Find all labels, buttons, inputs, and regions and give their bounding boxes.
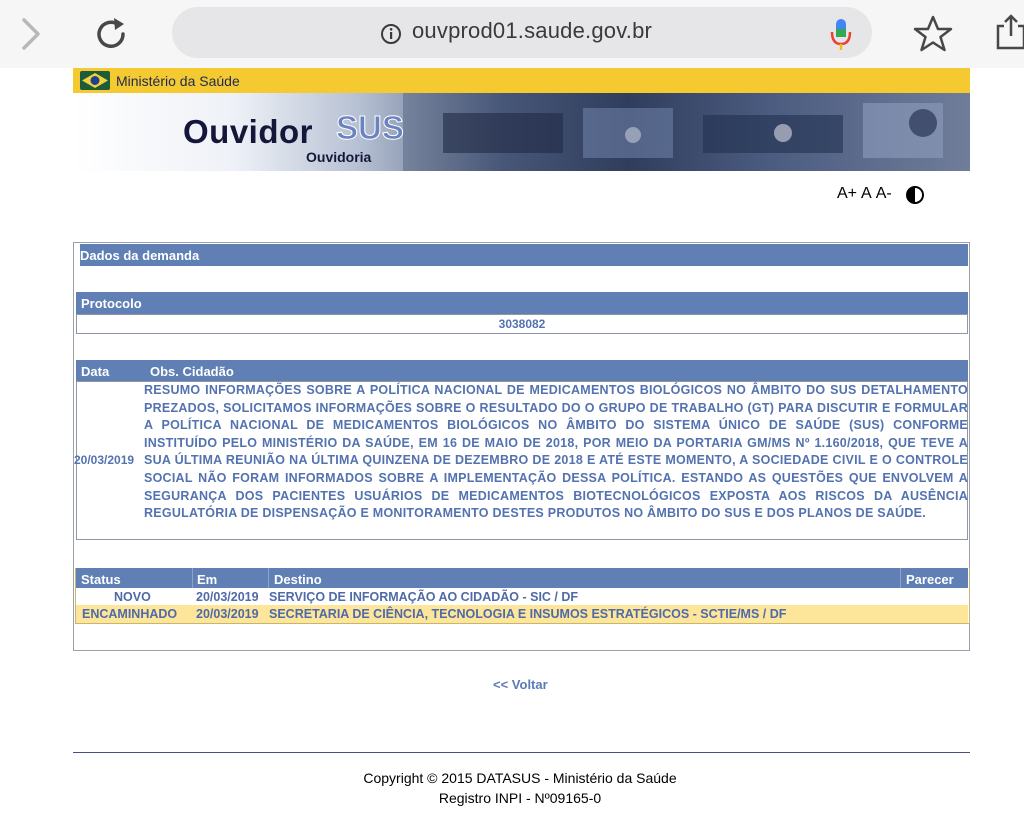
section-header-dados xyxy=(80,244,968,266)
protocolo-value: 3038082 xyxy=(498,317,546,331)
section-header-protocolo xyxy=(76,292,968,314)
obs-date: 20/03/2019 xyxy=(74,453,135,467)
back-chevron-icon[interactable] xyxy=(14,14,46,54)
col-em: Em xyxy=(197,572,218,587)
brazil-flag-icon xyxy=(80,71,110,90)
col-status: Status xyxy=(81,572,121,587)
obs-text: RESUMO INFORMAÇÕES SOBRE A POLÍTICA NACIONAL DE MEDICAMENTOS BIOLÓGICOS NO ÂMBITO DO SUS DETALHAMENTO PREZADOS, SOLICITAMOS INFORMAÇÕES SOBRE O RESULTADO DO O GRUPO DE TRABALHO (GT) PARA DISCUTIR E FORMULAR A POLÍTICA NACIONAL DE MEDICAMENTOS BIOLÓGICOS NO ÂMBITO DO SISTEMA ÚNICO DE SAÚDE (SUS) CONFORME INSTITUÍDO PELO MINISTÉRIO DA SAÚDE, EM 16 DE MAIO DE 2018, POR MEIO DA PORTARIA GM/MS Nº 1.160/2018, QUE TEVE A SUA ÚLTIMA REUNIÃO NA ÚLTIMA QUINZENA DE DEZEMBRO DE 2018 E ATÉ ESTE MOMENTO, A SOCIEDADE CIVIL E O CONTROLE SOCIAL NÃO FORAM INFORMADOS SOBRE A IMPLEMENTAÇÃO DESSA POLÍTICA. ESTANDO AS QUESTÕES QUE ENVOLVEM A SEGURANÇA DOS PACIENTES USUÁRIOS DE MEDICAMENTOS BIOTECNOLÓGICOS EXPOSTA AOS RISCOS DA AUSÊNCIA REGULATÓRIA DE DISPENSAÇÃO E MONITORAMENTO DESTES PRODUTOS NO ÂMBITO DO SUS E DOS PLANOS DE SAÚDE. xyxy=(144,383,968,521)
footer-registro: Registro INPI - Nº09165-0 xyxy=(438,790,602,806)
reload-icon[interactable] xyxy=(92,14,130,54)
row-date: 20/03/2019 xyxy=(196,607,259,621)
brand-ouvidoria: Ouvidoria xyxy=(306,149,372,165)
ministry-name[interactable]: Ministério da Saúde xyxy=(116,73,240,89)
dados-title: Dados da demanda xyxy=(80,248,200,263)
col-destino: Destino xyxy=(274,572,322,587)
office-photo xyxy=(403,93,970,171)
row-status: ENCAMINHADO xyxy=(82,607,178,621)
contrast-icon[interactable] xyxy=(905,185,925,205)
font-normal-button[interactable]: A xyxy=(861,185,872,202)
info-icon[interactable] xyxy=(380,23,402,45)
protocolo-title: Protocolo xyxy=(81,296,142,311)
header-banner xyxy=(73,93,970,171)
font-size-controls xyxy=(837,185,896,203)
browser-toolbar xyxy=(0,0,1024,68)
star-icon[interactable] xyxy=(912,14,954,54)
col-parecer: Parecer xyxy=(906,572,954,587)
row-destino: SERVIÇO DE INFORMAÇÃO AO CIDADÃO - SIC / DF xyxy=(269,590,579,604)
obs-header xyxy=(76,360,968,381)
brand-ouvidor: Ouvidor xyxy=(183,113,314,150)
row-status: NOVO xyxy=(114,590,151,604)
obs-col-data: Data xyxy=(81,364,110,379)
font-decrease-button[interactable]: A- xyxy=(875,185,892,202)
url-text[interactable]: ouvprod01.saude.gov.br xyxy=(412,18,653,43)
protocolo-row xyxy=(76,314,968,334)
back-link[interactable]: << Voltar xyxy=(493,677,548,692)
footer-copyright: Copyright © 2015 DATASUS - Ministério da Saúde xyxy=(363,770,677,786)
font-increase-button[interactable]: A+ xyxy=(837,185,858,202)
microphone-icon[interactable] xyxy=(829,16,853,52)
row-destino: SECRETARIA DE CIÊNCIA, TECNOLOGIA E INSUMOS ESTRATÉGICOS - SCTIE/MS / DF xyxy=(269,607,787,621)
footer-divider xyxy=(73,752,970,753)
obs-col-text: Obs. Cidadão xyxy=(150,364,234,379)
share-icon[interactable] xyxy=(994,12,1024,52)
brand-sus: SUS xyxy=(336,109,404,146)
row-date: 20/03/2019 xyxy=(196,590,259,604)
status-table-border xyxy=(75,568,970,624)
